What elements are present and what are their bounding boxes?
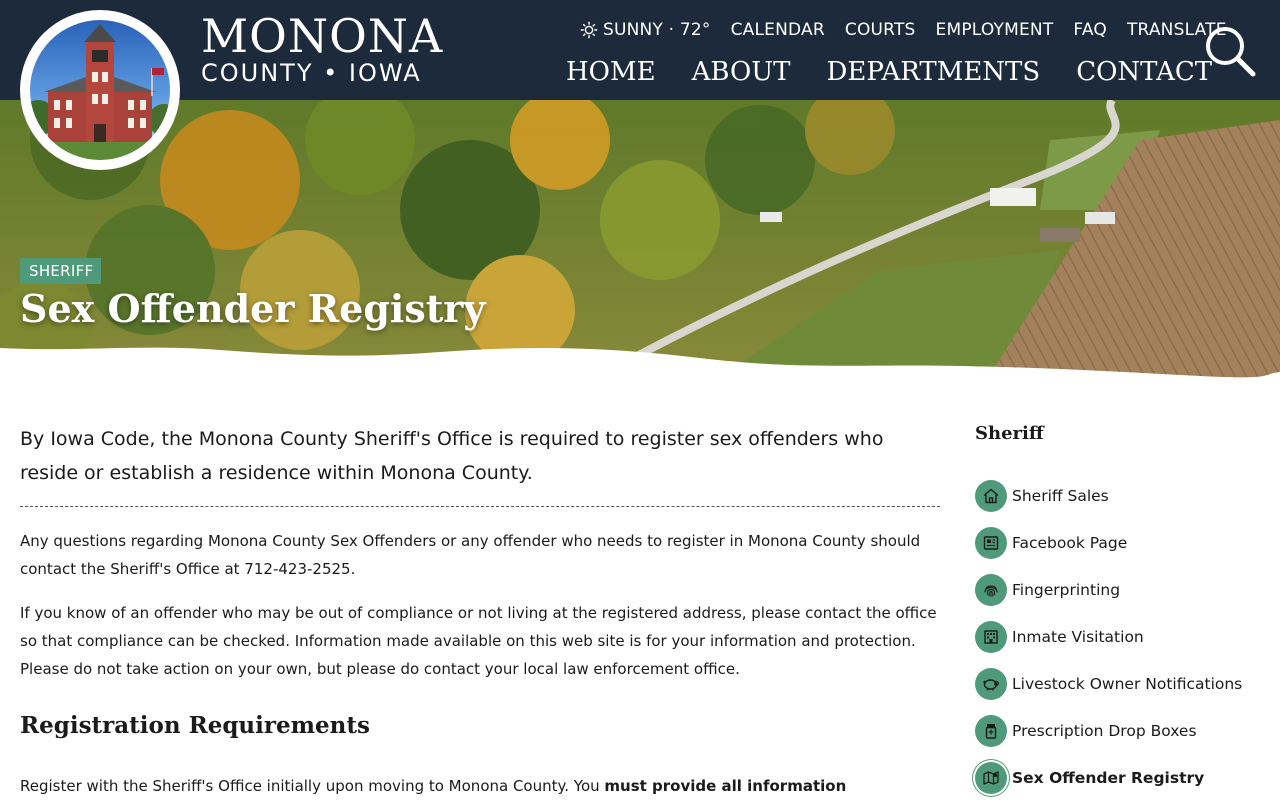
section-badge[interactable]: SHERIFF <box>20 258 101 284</box>
sun-icon <box>580 21 598 39</box>
site-subtitle[interactable]: COUNTY • IOWA <box>201 59 422 87</box>
site-header <box>0 0 1280 100</box>
sidebar-item-label: Livestock Owner Notifications <box>1012 674 1243 693</box>
sidebar-item-sex-offender-registry[interactable] <box>975 754 1265 800</box>
sidebar-item-prescription-drop-boxes[interactable] <box>975 707 1265 754</box>
sidebar-item-livestock-owner-notifications[interactable] <box>975 660 1265 707</box>
requirements-bold-text: must provide all information <box>604 777 847 795</box>
pill-bottle-icon <box>975 715 1007 747</box>
weather-text: SUNNY · 72° <box>603 20 711 40</box>
utility-link-courts[interactable]: COURTS <box>844 20 916 40</box>
utility-link-translate[interactable]: TRANSLATE <box>1126 20 1227 40</box>
sidebar-item-label: Facebook Page <box>1012 533 1128 552</box>
utility-link-calendar[interactable]: CALENDAR <box>730 20 825 40</box>
house-icon <box>975 480 1007 512</box>
search-icon[interactable] <box>1203 24 1257 78</box>
courthouse-image <box>30 20 170 160</box>
requirements-text: Register with the Sheriff's Office initially upon moving to Monona County. You <box>20 777 605 795</box>
requirements-paragraph <box>20 772 940 800</box>
utility-nav <box>580 20 1227 40</box>
sidebar-item-label: Inmate Visitation <box>1012 627 1144 646</box>
fingerprint-icon <box>975 574 1007 606</box>
sidebar-item-facebook-page[interactable] <box>975 519 1265 566</box>
registration-requirements-heading: Registration Requirements <box>20 712 370 739</box>
nav-departments[interactable]: DEPARTMENTS <box>826 57 1041 87</box>
sidebar-item-inmate-visitation[interactable] <box>975 613 1265 660</box>
utility-link-faq[interactable]: FAQ <box>1073 20 1107 40</box>
lead-paragraph: By Iowa Code, the Monona County Sheriff's Office is required to register sex offenders who reside or establish a residence within Monona County. <box>20 428 884 484</box>
sidebar-item-fingerprinting[interactable] <box>975 566 1265 613</box>
nav-home[interactable]: HOME <box>566 57 656 87</box>
county-logo[interactable] <box>20 10 180 170</box>
main-content <box>20 422 940 800</box>
sidebar-list <box>975 472 1265 800</box>
dashed-divider <box>20 506 940 507</box>
sidebar-item-sheriff-sales[interactable] <box>975 472 1265 519</box>
nav-contact[interactable]: CONTACT <box>1076 57 1213 87</box>
weather-widget[interactable] <box>580 20 711 40</box>
page-title: Sex Offender Registry <box>20 286 486 331</box>
sidebar-title[interactable]: Sheriff <box>975 423 1044 444</box>
hero-banner <box>0 100 1280 390</box>
sidebar <box>975 420 1265 800</box>
contact-paragraph: Any questions regarding Monona County Sex Offenders or any offender who needs to register in Monona County should contact the Sheriff's Office at 712-423-2525. <box>20 532 921 578</box>
pig-icon <box>975 668 1007 700</box>
main-nav <box>566 55 1212 89</box>
sidebar-item-label: Fingerprinting <box>1012 580 1121 599</box>
utility-link-employment[interactable]: EMPLOYMENT <box>935 20 1054 40</box>
newspaper-icon <box>975 527 1007 559</box>
aerial-landscape-image <box>0 100 1280 390</box>
compliance-paragraph: If you know of an offender who may be out of compliance or not living at the registered address, please contact the office so that compliance can be checked. Information made available on this web site is for your information and protection. Please do not take action on your own, but please do contact your local law enforcement office. <box>20 604 937 678</box>
building-icon <box>975 621 1007 653</box>
map-icon <box>975 762 1007 794</box>
sidebar-item-label: Prescription Drop Boxes <box>1012 721 1197 740</box>
nav-about[interactable]: ABOUT <box>691 57 791 87</box>
site-name[interactable]: MONONA <box>201 9 444 63</box>
sidebar-item-label: Sheriff Sales <box>1012 486 1109 505</box>
sidebar-item-label: Sex Offender Registry <box>1012 768 1205 787</box>
